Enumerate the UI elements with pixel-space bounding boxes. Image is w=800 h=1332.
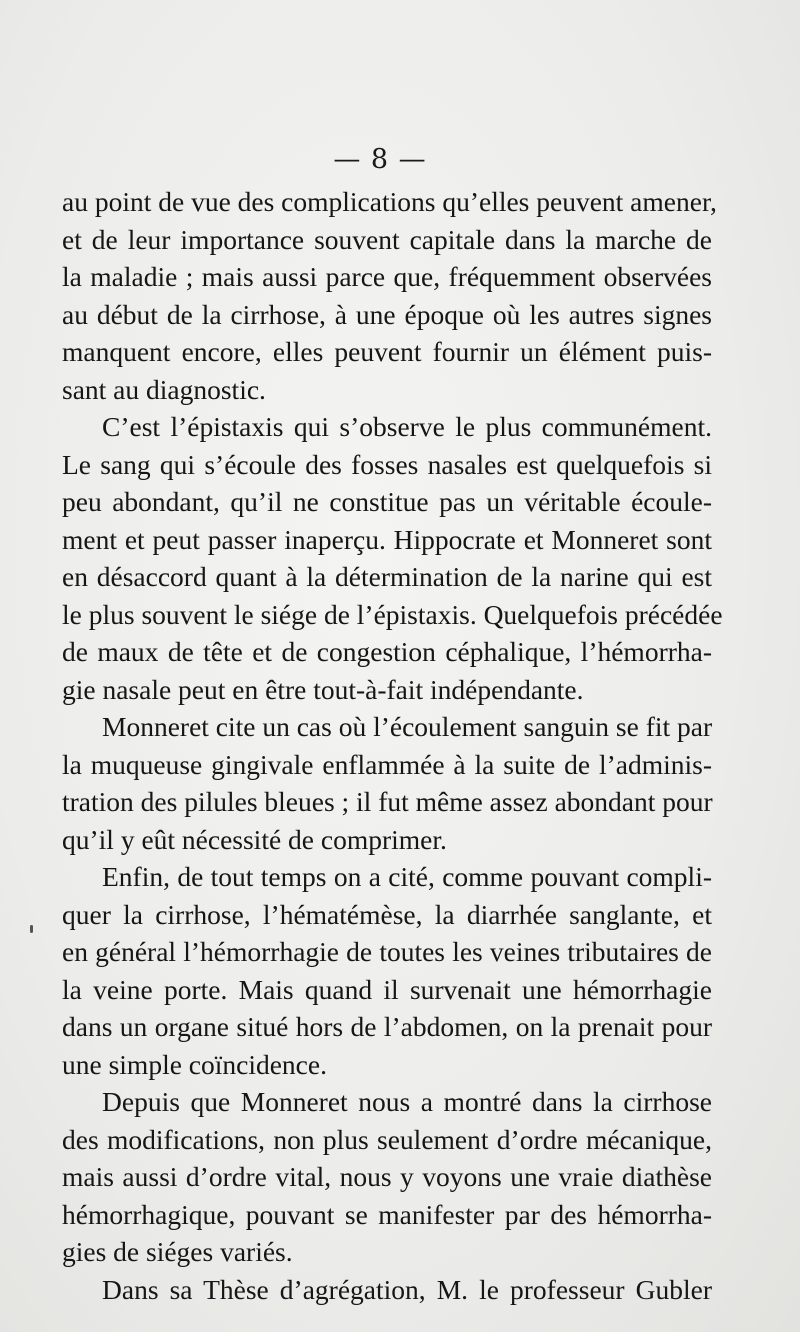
text-line: le plus souvent le siége de l’épistaxis. Quelquefois précédée [62, 598, 723, 630]
page-number: — 8 — [333, 144, 427, 175]
paragraph [62, 858, 712, 1083]
text-line: hémorrhagique, pouvant se manifester par des hémorrha- [62, 1198, 712, 1230]
paragraph [62, 1083, 712, 1271]
text-line: manquent encore, elles peuvent fournir un élément puis- [62, 336, 712, 367]
text-line: qu’il y eût nécessité de comprimer. [62, 823, 447, 855]
text-line: et de leur importance souvent capitale dans la marche de [62, 223, 712, 255]
text-line: en général l’hémorrhagie de toutes les veines tributaires de [62, 936, 712, 967]
text-line: Enfin, de tout temps on a cité, comme pouvant compli- [102, 861, 712, 892]
text-line: de maux de tête et de congestion céphalique, l’hémorrha- [62, 636, 712, 667]
text-line: ment et peut passer inaperçu. Hippocrate et Monneret sont [62, 523, 712, 555]
text-line: en désaccord quant à la détermination de la narine qui est [62, 561, 712, 592]
text-line: sant au diagnostic. [62, 373, 266, 405]
text-line: la maladie ; mais aussi parce que, fréquemment observées [62, 261, 712, 292]
text-line: Le sang qui s’écoule des fosses nasales est quelquefois si [62, 448, 712, 480]
text-line: une simple coïncidence. [62, 1048, 327, 1080]
paragraph [62, 183, 717, 408]
body-text [62, 183, 723, 1308]
paragraph [62, 708, 712, 858]
paragraph [62, 1271, 712, 1309]
text-line: la veine porte. Mais quand il survenait une hémorrhagie [62, 973, 712, 1005]
text-line: C’est l’épistaxis qui s’observe le plus communément. [102, 411, 712, 442]
paragraph [62, 408, 723, 708]
text-line: mais aussi d’ordre vital, nous y voyons une vraie diathèse [62, 1161, 712, 1192]
text-line: Depuis que Monneret nous a montré dans la cirrhose [102, 1086, 712, 1117]
text-line: dans un organe situé hors de l’abdomen, on la prenait pour [62, 1011, 712, 1042]
paper-speck [30, 925, 33, 933]
text-line: Dans sa Thèse d’agrégation, M. le professeur Gubler [102, 1273, 712, 1305]
text-line: au début de la cirrhose, à une époque où les autres signes [62, 298, 712, 330]
text-line: peu abondant, qu’il ne constitue pas un véritable écoule- [62, 486, 712, 517]
text-line: la muqueuse gingivale enflammée à la suite de l’adminis- [62, 748, 712, 780]
text-line: gie nasale peut en être tout-à-fait indépendante. [62, 673, 584, 705]
text-line: gies de siéges variés. [62, 1236, 293, 1267]
text-line: quer la cirrhose, l’hématémèse, la diarrhée sanglante, et [62, 898, 712, 930]
text-line: tration des pilules bleues ; il fut même assez abondant pour [62, 786, 713, 817]
text-line: des modifications, non plus seulement d’ordre mécanique, [62, 1123, 712, 1155]
text-line: Monneret cite un cas où l’écoulement sanguin se fit par [102, 711, 713, 742]
text-line: au point de vue des complications qu’elles peuvent amener, [62, 186, 717, 217]
